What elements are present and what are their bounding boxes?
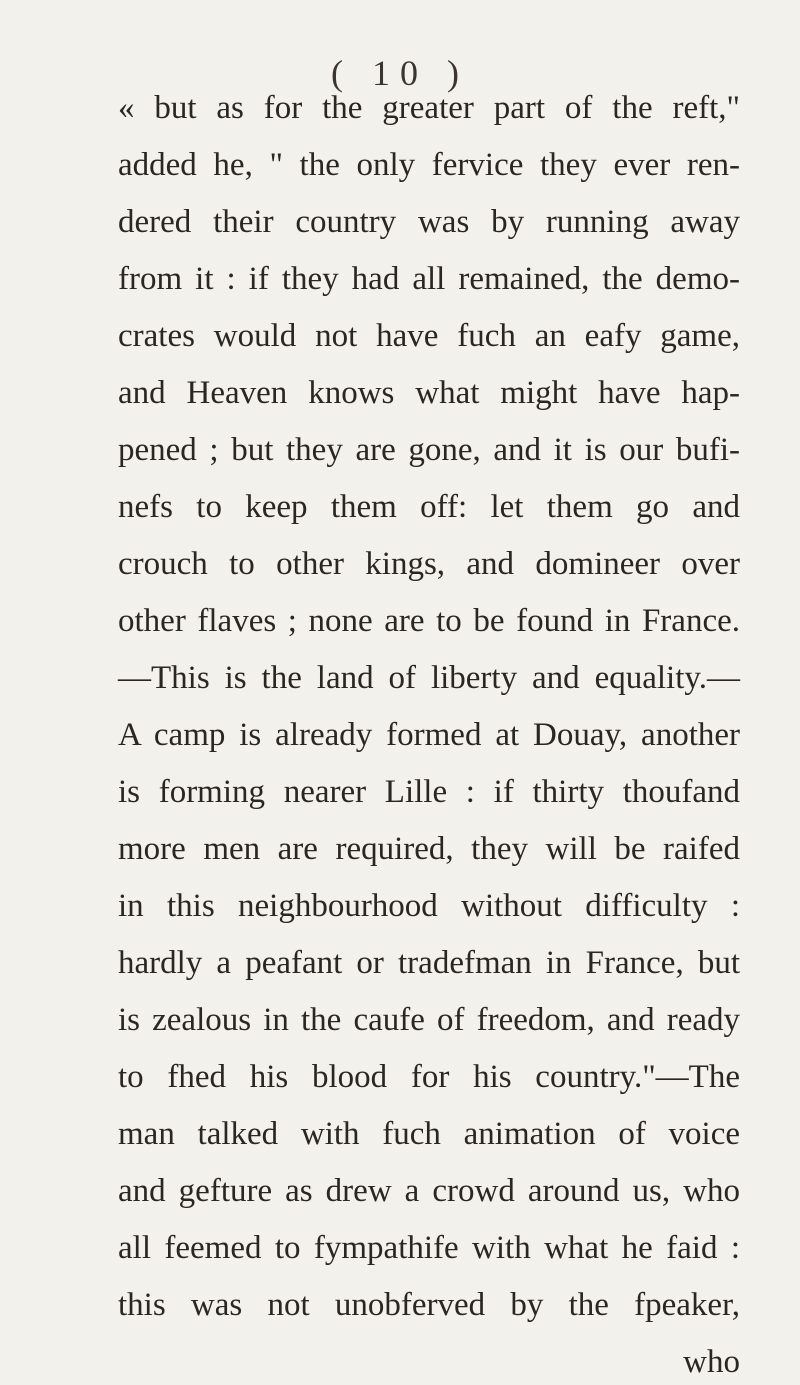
text-line: dered their country was by running away: [118, 204, 740, 240]
text-line: other flaves ; none are to be found in France.: [118, 603, 740, 639]
text-line: added he, " the only fervice they ever ren-: [118, 147, 740, 183]
text-line: all feemed to fympathife with what he faid :: [118, 1230, 740, 1266]
text-line: crates would not have fuch an eafy game,: [118, 318, 740, 354]
text-line: in this neighbourhood without difficulty :: [118, 888, 740, 924]
text-line: is zealous in the caufe of freedom, and ready: [118, 1002, 740, 1038]
text-line: nefs to keep them off: let them go and: [118, 489, 740, 525]
text-line: more men are required, they will be raifed: [118, 831, 740, 867]
page-number: ( 10 ): [331, 53, 469, 93]
text-line: this was not unobferved by the fpeaker,: [118, 1287, 740, 1323]
text-line: A camp is already formed at Douay, another: [118, 717, 740, 753]
text-line: and gefture as drew a crowd around us, who: [118, 1173, 740, 1209]
text-line: man talked with fuch animation of voice: [118, 1116, 740, 1152]
text-line: to fhed his blood for his country."—The: [118, 1059, 740, 1095]
text-line: from it : if they had all remained, the demo-: [118, 261, 740, 297]
text-line: hardly a peafant or tradefman in France, but: [118, 945, 740, 981]
text-line: pened ; but they are gone, and it is our bufi-: [118, 432, 740, 468]
text-line: —This is the land of liberty and equality.—: [118, 660, 740, 696]
text-line: is forming nearer Lille : if thirty thoufand: [118, 774, 740, 810]
catchword: who: [683, 1344, 740, 1380]
text-line: « but as for the greater part of the reft,": [118, 90, 740, 126]
text-line: crouch to other kings, and domineer over: [118, 546, 740, 582]
text-line: and Heaven knows what might have hap-: [118, 375, 740, 411]
